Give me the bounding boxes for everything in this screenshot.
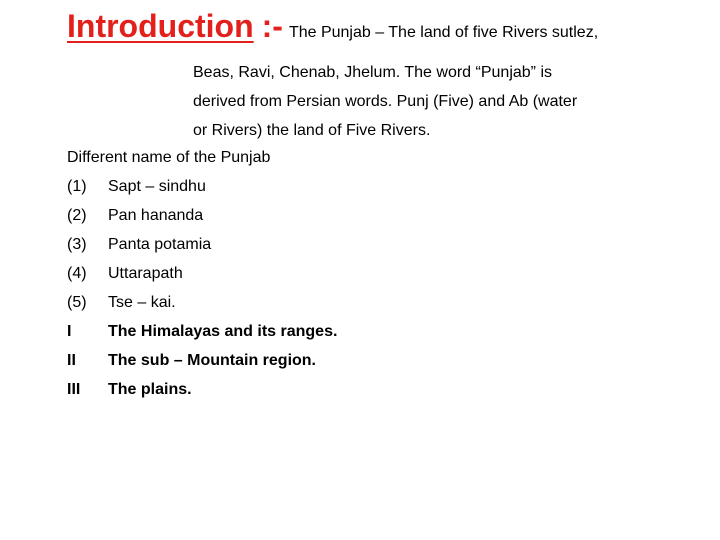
list-item-text: Sapt – sindhu — [108, 178, 206, 195]
region-text: The plains. — [108, 381, 192, 398]
list-item-number: (4) — [67, 265, 87, 282]
region-number: III — [67, 381, 81, 398]
list-item-text: Tse – kai. — [108, 294, 176, 311]
names-heading: Different name of the Punjab — [67, 149, 271, 166]
intro-line-2: Beas, Ravi, Chenab, Jhelum. The word “Punjab” is — [193, 64, 552, 81]
intro-line-1: The Punjab – The land of five Rivers sutlez, — [288, 24, 599, 41]
list-item-text: Panta potamia — [108, 236, 212, 253]
region-text: The sub – Mountain region. — [108, 352, 316, 369]
region-number: I — [67, 323, 72, 340]
intro-line-4: or Rivers) the land of Five Rivers. — [193, 122, 431, 139]
intro-line-3: derived from Persian words. Punj (Five) and Ab (water — [193, 93, 578, 110]
region-text: The Himalayas and its ranges. — [108, 323, 338, 340]
list-item-number: (5) — [67, 294, 87, 311]
title-heading: Introduction — [67, 8, 254, 44]
title-separator: :- — [261, 8, 283, 44]
list-item-text: Uttarapath — [108, 265, 183, 282]
region-item — [67, 317, 337, 346]
region-number: II — [67, 352, 76, 369]
body-content — [67, 143, 337, 404]
list-item-number: (3) — [67, 236, 87, 253]
list-item — [67, 288, 337, 317]
region-item — [67, 375, 337, 404]
intro-paragraph — [193, 58, 693, 145]
list-item — [67, 259, 337, 288]
list-item-number: (2) — [67, 207, 87, 224]
list-item-number: (1) — [67, 178, 87, 195]
region-item — [67, 346, 337, 375]
list-item — [67, 172, 337, 201]
list-item-text: Pan hananda — [108, 207, 204, 224]
title-line — [67, 8, 598, 45]
list-item — [67, 230, 337, 259]
list-item — [67, 201, 337, 230]
